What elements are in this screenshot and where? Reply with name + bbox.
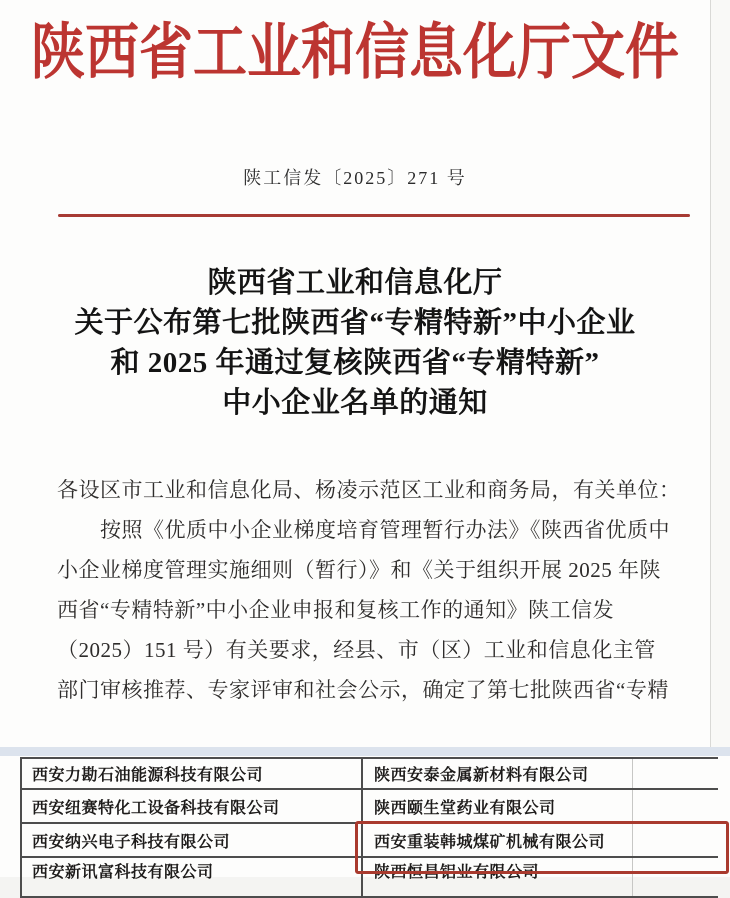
table-row bbox=[22, 790, 718, 824]
empty-cell bbox=[632, 858, 718, 896]
company-name-left: 西安力勘石油能源科技有限公司 bbox=[22, 759, 363, 788]
body-line: （2025）151 号）有关要求，经县、市（区）工业和信息化主管 bbox=[57, 638, 656, 662]
section-gap bbox=[0, 747, 730, 756]
table-row bbox=[22, 858, 718, 898]
company-name-right: 陕西颐生堂药业有限公司 bbox=[374, 799, 556, 817]
document-number: 陕工信发〔2025〕271 号 bbox=[243, 168, 467, 188]
notice-title-line: 和 2025 年通过复核陕西省“专精特新” bbox=[110, 347, 600, 379]
empty-cell bbox=[632, 790, 718, 822]
table-row-highlighted bbox=[22, 824, 718, 858]
company-name-right: 陕西恒昌铝业有限公司 bbox=[374, 864, 540, 881]
notice-title-line: 陕西省工业和信息化厅 bbox=[207, 267, 503, 299]
notice-body bbox=[57, 470, 697, 710]
body-line: 小企业梯度管理实施细则（暂行）》和《关于组织开展 2025 年陕 bbox=[57, 558, 661, 582]
company-name-highlighted: 西安重装韩城煤矿机械有限公司 bbox=[374, 833, 606, 851]
company-name-left: 西安纽赛特化工设备科技有限公司 bbox=[22, 790, 363, 822]
company-name-left: 西安新讯富科技有限公司 bbox=[22, 858, 363, 896]
body-line: 各设区市工业和信息化局、杨凌示范区工业和商务局，有关单位： bbox=[57, 478, 681, 502]
body-line: 按照《优质中小企业梯度培育管理暂行办法》《陕西省优质中 bbox=[100, 518, 670, 542]
body-line: 部门审核推荐、专家评审和社会公示，确定了第七批陕西省“专精 bbox=[57, 678, 669, 702]
notice-title-line: 关于公布第七批陕西省“专精特新”中小企业 bbox=[74, 307, 636, 339]
company-name-left: 西安纳兴电子科技有限公司 bbox=[22, 824, 363, 856]
notice-title-line: 中小企业名单的通知 bbox=[222, 387, 488, 419]
red-letterhead-title: 陕西省工业和信息化厅文件 bbox=[31, 18, 679, 86]
body-line: 西省“专精特新”中小企业申报和复核工作的通知》陕工信发 bbox=[57, 598, 615, 622]
table-row bbox=[22, 759, 718, 790]
empty-cell bbox=[632, 824, 718, 856]
empty-cell bbox=[632, 759, 718, 788]
page-right-margin bbox=[711, 0, 730, 747]
notice-title bbox=[0, 263, 710, 423]
red-divider-rule bbox=[58, 214, 690, 217]
company-name-right: 陕西安泰金属新材料有限公司 bbox=[374, 767, 589, 784]
